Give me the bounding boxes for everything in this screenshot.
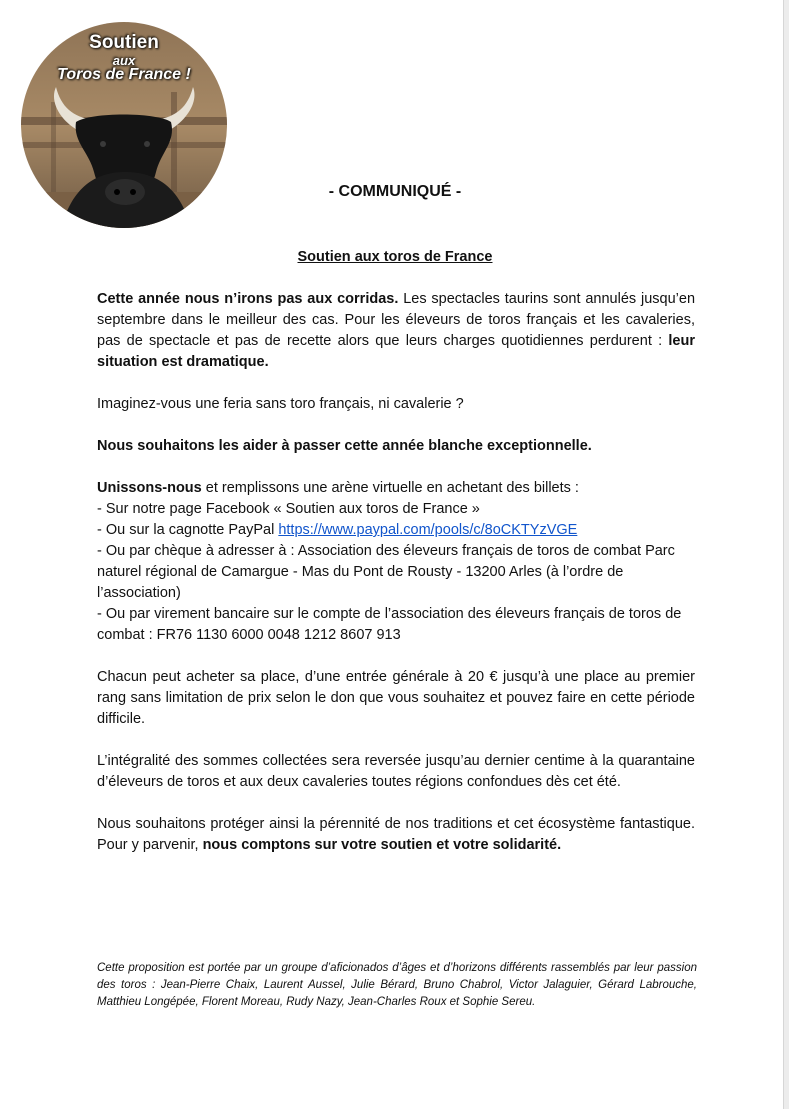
paragraph-1-text: Les spectacles taurins sont annulés jusqu’en septembre dans le meilleur des cas. Pour les éleveurs de toros français et les cavaleries, pas de spectacle et pas de recette alors que leurs charges quotidiennes perdurent : — [97, 291, 696, 349]
paragraph-4-bold-intro: Unissons-nous — [97, 480, 202, 496]
paragraph-1 — [97, 289, 695, 373]
list-item-virement: - Ou par virement bancaire sur le compte de l’association des éleveurs français de toros de combat : FR76 1130 6000 0048 1212 8607 913 — [97, 606, 682, 643]
paragraph-2: Imaginez-vous une feria sans toro français, ni cavalerie ? — [97, 396, 464, 412]
paypal-prefix: - Ou sur la cagnotte PayPal — [97, 522, 279, 538]
logo-text-line1: Soutien — [89, 32, 159, 53]
communique-heading: - COMMUNIQUÉ - — [328, 183, 462, 200]
logo-bull-image — [21, 22, 227, 228]
paragraph-7-bold-end: nous comptons sur votre soutien et votre solidarité. — [202, 837, 562, 853]
paragraph-5: Chacun peut acheter sa place, d’une entrée générale à 20 € jusqu’à une place au premier rang sans limitation de prix selon le don que vous souhaitez et pouvez faire en cette période difficile. — [97, 669, 695, 727]
document-body — [97, 289, 695, 856]
paragraph-7 — [97, 814, 695, 856]
paragraph-4-text: et remplissons une arène virtuelle en achetant des billets : — [201, 480, 579, 496]
document-subtitle: Soutien aux toros de France — [297, 249, 493, 265]
footer-note: Cette proposition est portée par un groupe d’aficionados d’âges et d’horizons différents rassemblés par leur passion des toros : Jean-Pierre Chaix, Laurent Aussel, Julie Bérard, Bruno Chabrol, Victor Jalaguier, Gérard Labrouche, Matthieu Longépée, Florent Moreau, Rudy Nazy, Jean-Charles Roux et Sophie Sereu. — [97, 962, 697, 1008]
logo-text-line3: Toros de France ! — [57, 66, 191, 83]
paragraph-1-bold-end: leur situation est dramatique. — [97, 333, 695, 370]
paragraph-4-intro — [97, 478, 695, 499]
paragraph-7-text: Nous souhaitons protéger ainsi la pérennité de nos traditions et cet écosystème fantastique. Pour y parvenir, — [97, 816, 695, 853]
list-item-cheque: - Ou par chèque à adresser à : Association des éleveurs français de toros de combat Parc naturel régional de Camargue - Mas du Pont de Rousty - 13200 Arles (à l’ordre de l’association) — [97, 543, 675, 601]
logo-text-line2: aux — [112, 53, 136, 68]
list-item-facebook: - Sur notre page Facebook « Soutien aux toros de France » — [97, 501, 480, 517]
list-item-paypal — [97, 520, 695, 541]
paypal-link[interactable]: https://www.paypal.com/pools/c/8oCKTYzVGE — [278, 522, 578, 538]
paragraph-1-bold-intro: Cette année nous n’irons pas aux corridas. — [97, 291, 399, 307]
paragraph-6: L’intégralité des sommes collectées sera reversée jusqu’au dernier centime à la quarantaine d’éleveurs de toros et aux deux cavaleries toutes régions confondues dès cet été. — [97, 753, 695, 790]
paragraph-3: Nous souhaitons les aider à passer cette année blanche exceptionnelle. — [97, 438, 592, 454]
